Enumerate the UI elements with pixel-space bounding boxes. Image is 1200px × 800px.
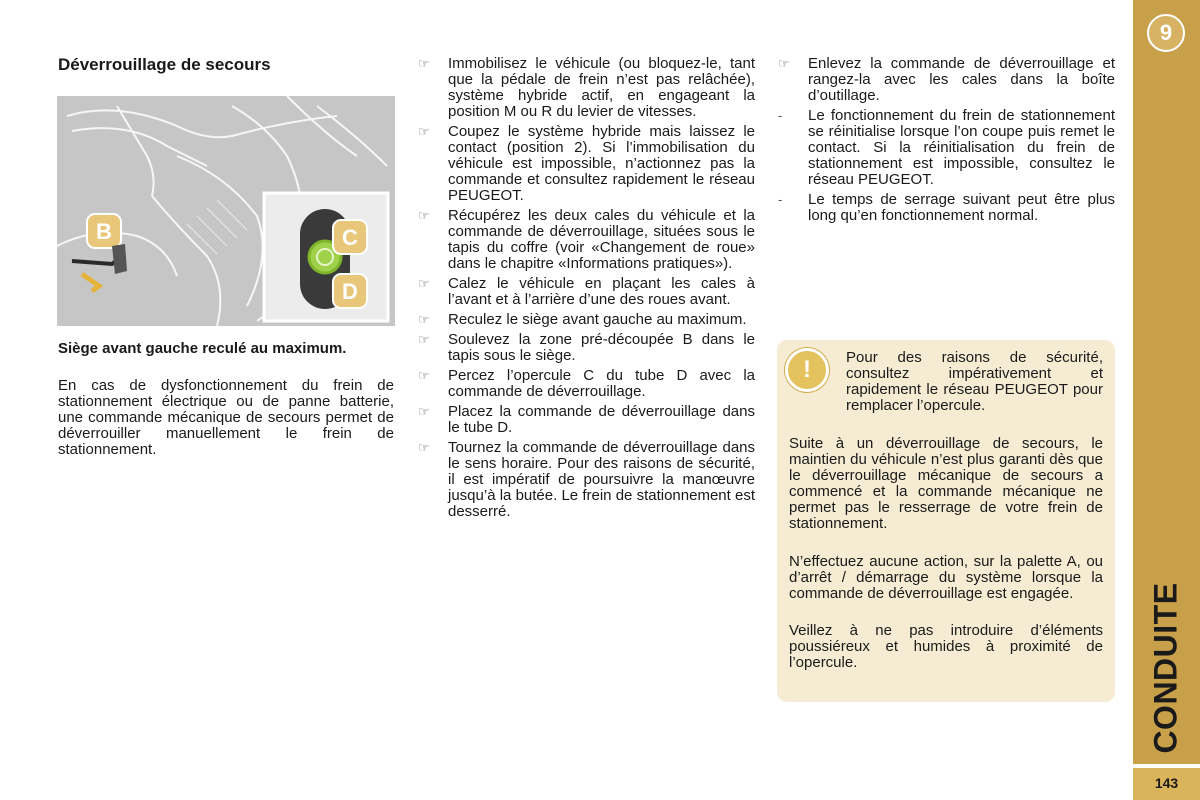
warning-paragraph: N’effectuez aucune action, sur la palette A, ou d’arrêt / démarrage du système lorsque la commande de déverrouillage est engagée. xyxy=(789,553,1103,602)
step-item: ☞ Enlevez la commande de déverrouillage et rangez-la avec les cales dans la boîte d’outillage. xyxy=(778,55,1115,104)
pointing-hand-icon: ☞ xyxy=(778,56,790,71)
warning-heading: Pour des raisons de sécurité, consultez impérativement et rapidement le réseau PEUGEOT pour remplacer l’opercule. xyxy=(846,349,1103,414)
step-item: ☞ Calez le véhicule en plaçant les cales à l’avant et à l’arrière d’une des roues avant. xyxy=(418,275,755,308)
procedure-steps xyxy=(418,56,755,524)
note-item: - Le fonctionnement du frein de stationnement se réinitialise lorsque l’on coupe puis remet le contact. Si la réinitialisation du frein de stationnement est impossible, consultez le réseau PEUGEOT. xyxy=(778,107,1115,188)
step-item: ☞ Soulevez la zone pré-découpée B dans le tapis sous le siège. xyxy=(418,331,755,364)
note-item: - Le temps de serrage suivant peut être plus long qu’en fonctionnement normal. xyxy=(778,191,1115,224)
pointing-hand-icon: ☞ xyxy=(418,404,430,419)
step-item: ☞ Immobilisez le véhicule (ou bloquez-le, tant que la pédale de frein n’est pas relâchée), système hybride actif, en engageant la position M ou R du levier de vitesses. xyxy=(418,55,755,120)
label-c: C xyxy=(342,225,358,250)
chapter-number: 9 xyxy=(1159,20,1173,45)
pointing-hand-icon: ☞ xyxy=(418,124,430,139)
intro-paragraph: En cas de dysfonctionnement du frein de stationnement électrique ou de panne batterie, une commande mécanique de secours permet de déverrouiller manuellement le frein de stationnement. xyxy=(58,377,394,458)
step-item: ☞ Tournez la commande de déverrouillage dans le sens horaire. Pour des raisons de sécurité, il est impératif de poursuivre la manœuvre jusqu’à la butée. Le frein de stationnement est desserré. xyxy=(418,439,755,520)
pointing-hand-icon: ☞ xyxy=(418,440,430,455)
chapter-tab xyxy=(1133,0,1200,800)
label-d-marker xyxy=(333,274,367,308)
seat-illustration xyxy=(57,96,395,326)
step-item: ☞ Placez la commande de déverrouillage dans le tube D. xyxy=(418,403,755,436)
label-c-marker xyxy=(333,220,367,254)
warning-paragraph: Suite à un déverrouillage de secours, le maintien du véhicule n’est plus garanti dès que le déverrouillage mécanique de secours a commencé et la commande mécanique ne permet pas le resserrage de votre frein de stationnement. xyxy=(789,435,1103,532)
page-number: 143 xyxy=(1133,768,1200,800)
label-b: B xyxy=(96,219,112,244)
step-item: ☞ Coupez le système hybride mais laissez le contact (position 2). Si l’immobilisation du véhicule est impossible, n’actionnez pas la commande et consultez rapidement le réseau PEUGEOT. xyxy=(418,123,755,204)
section-title: Déverrouillage de secours xyxy=(58,55,271,74)
step-item: ☞ Récupérez les deux cales du véhicule et la commande de déverrouillage, situées sous le tapis du coffre (voir «Changement de roue» dans le chapitre «Informations pratiques»). xyxy=(418,207,755,272)
pointing-hand-icon: ☞ xyxy=(418,56,430,71)
step-item: ☞ Percez l’opercule C du tube D avec la commande de déverrouillage. xyxy=(418,367,755,400)
seat-drawing xyxy=(57,96,395,326)
procedure-steps-continued xyxy=(778,56,1115,228)
pointing-hand-icon: ☞ xyxy=(418,276,430,291)
figure-caption: Siège avant gauche reculé au maximum. xyxy=(58,340,347,357)
pointing-hand-icon: ☞ xyxy=(418,368,430,383)
label-b-marker xyxy=(87,214,121,248)
chapter-number-badge xyxy=(1147,14,1185,52)
pointing-hand-icon: ☞ xyxy=(418,332,430,347)
dash-marker: - xyxy=(778,108,783,123)
pointing-hand-icon: ☞ xyxy=(418,312,430,327)
pointing-hand-icon: ☞ xyxy=(418,208,430,223)
exclamation-icon: ! xyxy=(785,348,829,392)
warning-paragraph: Veillez à ne pas introduire d’éléments poussiéreux et humides à proximité de l’opercule. xyxy=(789,622,1103,671)
chapter-title: CONDUITE xyxy=(1147,582,1184,754)
step-item: ☞ Reculez le siège avant gauche au maximum. xyxy=(418,311,747,328)
label-d: D xyxy=(342,279,358,304)
dash-marker: - xyxy=(778,192,783,207)
